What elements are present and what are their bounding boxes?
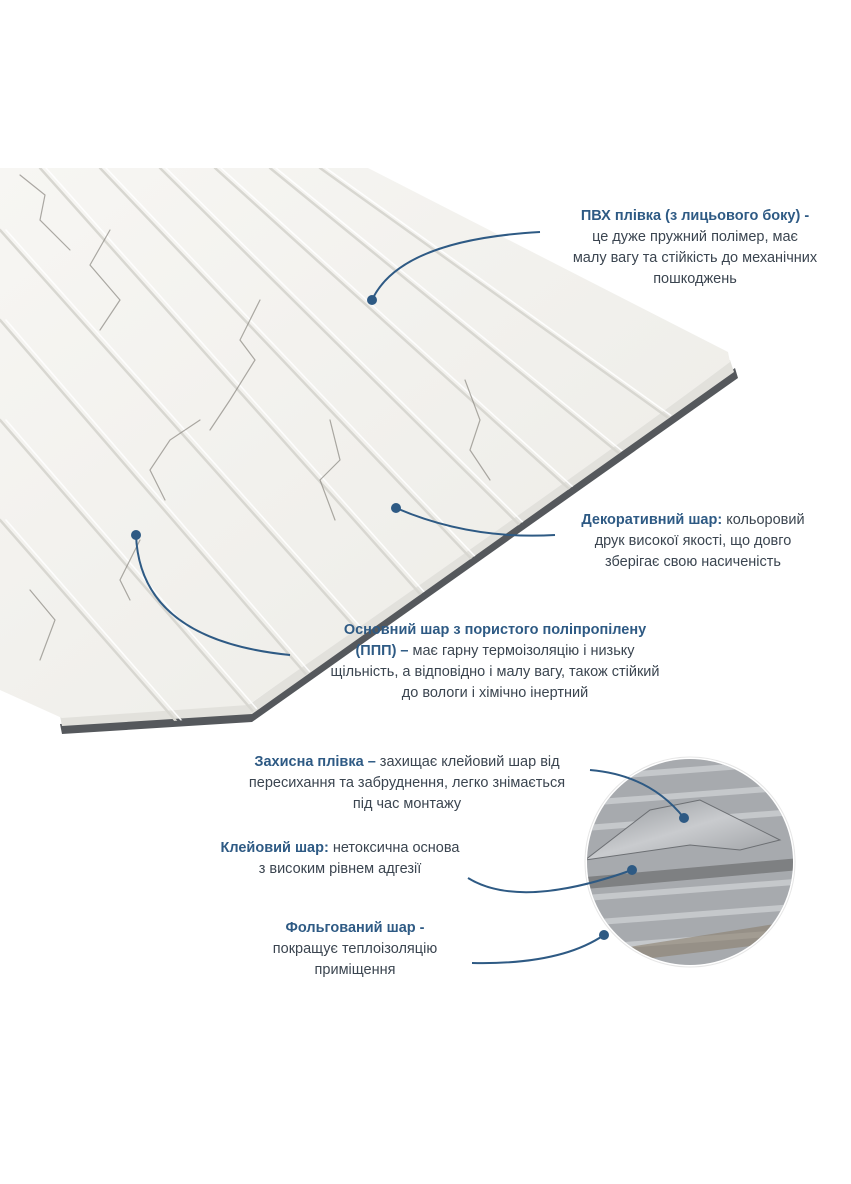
decor-line1: кольоровий [722,512,805,528]
foil-callout [240,918,470,981]
base-title1: Основний шар з пористого поліпропілену [343,622,647,638]
base-line3: щільність, а відповідно і малу вагу, також стійкий [330,664,660,680]
protect-title: Захисна плівка – [254,754,376,770]
protect-dot [679,813,689,823]
base-title2: (ППП) – [355,643,409,659]
adhesive-line2: з високим рівнем адгезії [258,861,422,877]
decor-title: Декоративний шар: [581,512,723,528]
decor-callout [548,510,838,573]
inset-circle [560,755,820,975]
decor-dot [391,503,401,513]
adhesive-title: Клейовий шар: [220,840,329,856]
protect-line2: пересихання та забруднення, легко знімається [248,775,566,791]
base-line4: до вологи і хімічно інертний [401,685,589,701]
protect-line3: під час монтажу [352,796,462,812]
adhesive-dot [627,865,637,875]
decor-line2: друк високої якості, що довго [594,533,792,549]
pvc-callout [545,206,845,290]
pvc-dot [367,295,377,305]
adhesive-line1: нетоксична основа [328,840,460,856]
foil-dot [599,930,609,940]
foil-connector [472,935,604,963]
pvc-line1: це дуже пружний полімер, має [592,229,798,245]
pvc-title: ПВХ плівка (з лицьового боку) - [580,208,810,224]
base-line2: має гарну термоізоляцію і низьку [408,643,635,659]
protect-callout [222,752,592,815]
adhesive-callout [190,838,490,880]
foil-title: Фольгований шар - [285,920,425,936]
base-dot [131,530,141,540]
foil-line2: покращує теплоізоляцію [272,941,438,957]
pvc-line2: малу вагу та стійкість до механічних [572,250,818,266]
protect-line1: захищає клейовий шар від [375,754,560,770]
foil-line3: приміщення [314,962,396,978]
base-callout [285,620,705,704]
pvc-line3: пошкоджень [653,271,737,287]
decor-line3: зберігає свою насиченість [605,554,781,570]
